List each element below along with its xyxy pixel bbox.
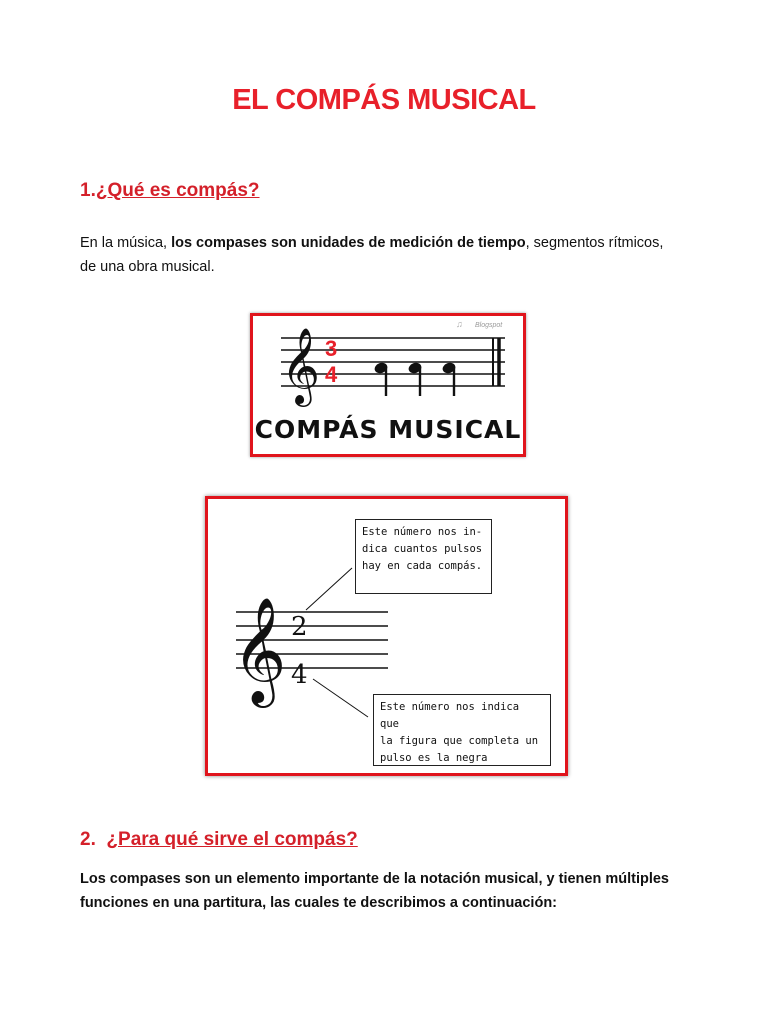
treble-clef-icon: 𝄞 <box>281 327 321 404</box>
time-signature-bottom: 4 <box>291 660 308 690</box>
section-1-heading <box>80 180 260 202</box>
section-1-number: 1. <box>80 180 96 201</box>
section-2-heading-text: ¿Para qué sirve el compás? <box>106 829 358 850</box>
section-2-number: 2. <box>80 829 96 850</box>
callout-bottom-line: la figura que completa un <box>380 735 539 747</box>
callout-top-line: hay en cada compás. <box>362 560 483 572</box>
callout-bottom-line: pulso es la negra <box>380 752 488 764</box>
callout-bottom <box>373 694 551 766</box>
callout-top-line: dica cuantos pulsos <box>362 543 483 555</box>
section-2-heading <box>80 829 358 851</box>
pointer-line-top <box>306 568 352 610</box>
watermark: Blogspot <box>475 322 503 329</box>
time-signature-bottom: 4 <box>325 362 338 387</box>
callout-top-line: Este número nos in- <box>362 526 483 538</box>
figure-caption: COMPÁS MUSICAL <box>254 415 522 444</box>
music-notes-icon: ♫ <box>456 319 463 329</box>
section-1-heading-text: ¿Qué es compás? <box>95 180 260 201</box>
treble-clef-icon: 𝄞 <box>232 596 287 703</box>
pointer-line-bottom <box>313 679 368 717</box>
callout-top <box>355 519 492 594</box>
staff-illustration <box>253 316 523 454</box>
para-prefix: En la música, <box>80 235 172 251</box>
para-bold: los compases son unidades de medición de tiempo <box>171 235 526 251</box>
section-2-paragraph: Los compases son un elemento importante de la notación musical, y tienen múltiples funciones en una partitura, las cuales te describimos a continuación: <box>80 871 669 911</box>
callout-bottom-line: Este número nos indica que <box>380 701 520 730</box>
figure-time-signature-explained <box>205 496 568 776</box>
page-title: EL COMPÁS MUSICAL <box>232 84 536 116</box>
para-suffix: , segmentos rítmicos, de una obra musical. <box>80 235 664 275</box>
time-signature-top: 2 <box>291 612 308 642</box>
time-signature-top: 3 <box>325 336 338 361</box>
section-1-paragraph <box>80 231 680 279</box>
figure-compas-musical <box>250 313 526 457</box>
